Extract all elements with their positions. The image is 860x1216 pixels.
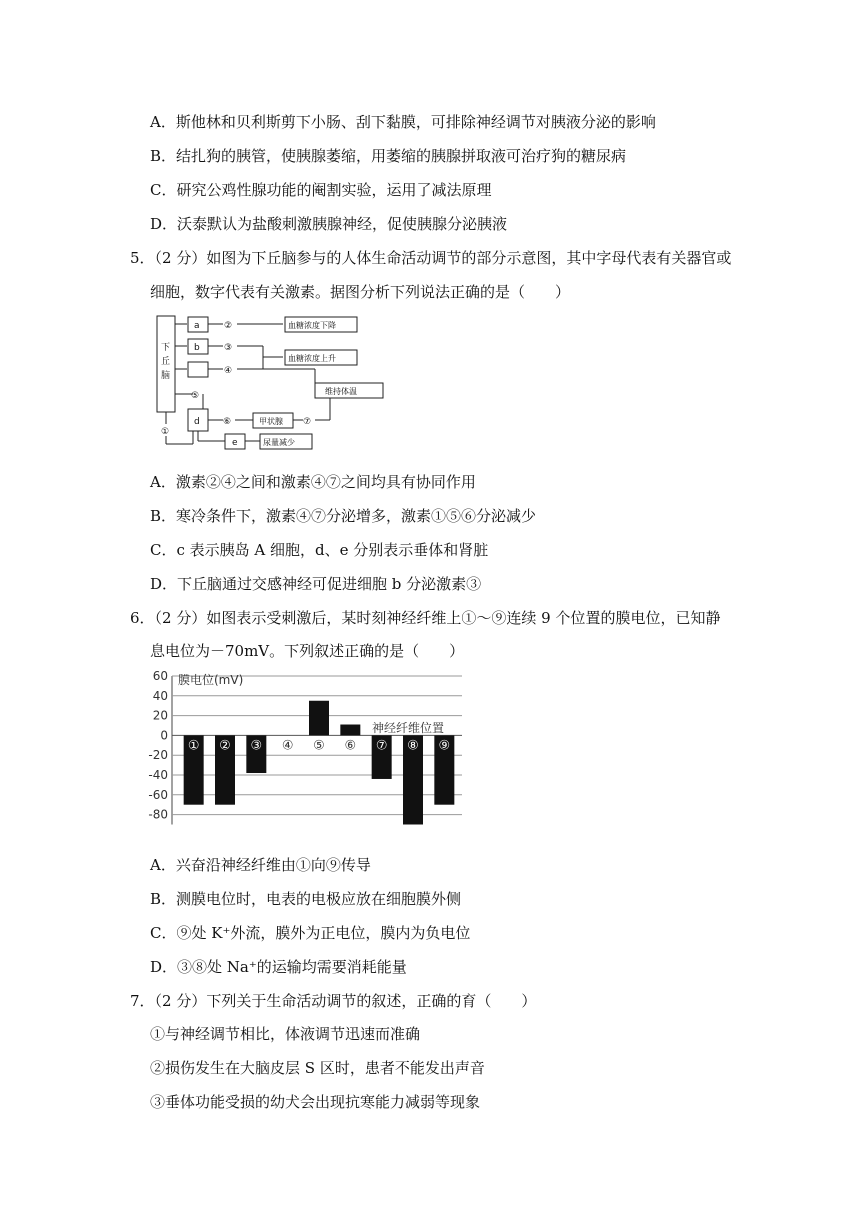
q5-option-c: C．c 表示胰岛 A 细胞，d、e 分别表示垂体和肾脏 [150,541,489,559]
chart-ytick-label: -60 [148,787,168,802]
label-d: d [194,417,200,427]
chart-category-label: ⑥ [344,738,357,754]
chart-ytick-label: -20 [148,748,168,763]
hypothalamus-regulation-diagram [155,314,385,459]
hypothalamus-label-1: 下 [161,343,171,353]
q7-stem: 7．（2 分）下列关于生命活动调节的叙述，正确的育（ ） [130,992,537,1010]
chart-xlabel: 神经纤维位置 [372,721,445,735]
q4-option-a: A．斯他林和贝利斯剪下小肠、刮下黏膜，可排除神经调节对胰液分泌的影响 [150,113,656,131]
label-temp: 维持体温 [325,387,357,396]
chart-category-label: ① [187,738,200,754]
q6-option-d: D．③⑧处 Na⁺的运输均需要消耗能量 [150,958,407,976]
chart-bar [340,725,360,736]
q5-option-d: D．下丘脑通过交感神经可促进细胞 b 分泌激素③ [150,575,482,593]
label-n1: ① [161,427,170,437]
label-thyroid: 甲状腺 [259,417,283,426]
chart-ylabel: 膜电位(mV) [178,673,244,687]
q4-option-b: B．结扎狗的胰管，使胰腺萎缩，用萎缩的胰腺拼取液可治疗狗的糖尿病 [150,147,627,165]
label-n3: ③ [224,343,233,353]
chart-bar [309,701,329,736]
label-n2: ② [224,321,233,331]
q6-option-b: B．测膜电位时，电表的电极应放在细胞膜外侧 [150,890,462,908]
q7-item-2: ②损伤发生在大脑皮层 S 区时，患者不能发出声音 [150,1059,485,1077]
q6-option-a: A．兴奋沿神经纤维由①向⑨传导 [150,856,371,874]
hypothalamus-label-3: 脑 [161,371,171,381]
label-n7: ⑦ [303,417,312,427]
label-blood-down: 血糖浓度下降 [288,321,336,330]
chart-category-label: ⑦ [375,738,388,754]
label-n5: ⑤ [191,391,200,401]
q6-stem-line1: 6．（2 分）如图表示受刺激后，某时刻神经纤维上①～⑨连续 9 个位置的膜电位，已知静 [130,609,721,627]
chart-ytick-label: -40 [148,768,168,782]
q5-stem-line1: 5．（2 分）如图为下丘脑参与的人体生命活动调节的部分示意图，其中字母代表有关器官或 [130,249,732,267]
q5-option-b: B．寒冷条件下，激素④⑦分泌增多，激素①⑤⑥分泌减少 [150,507,537,525]
chart-category-label: ③ [250,738,263,754]
chart-ytick-label: 20 [152,708,168,723]
chart-category-label: ⑤ [313,738,325,754]
label-n4: ④ [224,366,233,376]
label-a: a [194,321,200,331]
q5-stem-line2: 细胞，数字代表有关激素。据图分析下列说法正确的是（ ） [150,283,571,301]
q4-option-c: C．研究公鸡性腺功能的阉割实验，运用了减法原理 [150,181,492,199]
chart-ytick-label: 0 [160,728,168,743]
label-e: e [232,438,238,448]
chart-ytick-label: 40 [152,688,168,703]
q4-option-d: D．沃泰默认为盐酸刺激胰腺神经，促使胰腺分泌胰液 [150,215,508,233]
q6-option-c: C．⑨处 K⁺外流，膜外为正电位，膜内为负电位 [150,924,471,942]
q7-item-1: ①与神经调节相比，体液调节迅速而准确 [150,1025,421,1043]
q5-option-a: A．激素②④之间和激素④⑦之间均具有协同作用 [150,473,476,491]
label-n6: ⑥ [223,417,232,427]
chart-category-label: ⑧ [407,738,419,754]
label-b: b [194,343,200,353]
box-c [188,362,208,377]
label-blood-up: 血糖浓度上升 [288,354,336,363]
chart-category-label: ④ [281,738,294,754]
q6-stem-line2: 息电位为－70mV。下列叙述正确的是（ ） [150,642,465,660]
chart-ytick-label: -80 [148,807,168,822]
chart-category-label: ② [219,738,231,754]
membrane-potential-chart [140,668,470,843]
chart-ytick-label: 60 [152,669,168,683]
q7-item-3: ③垂体功能受损的幼犬会出现抗寒能力减弱等现象 [150,1093,481,1111]
chart-category-label: ⑨ [438,738,451,754]
label-urine: 尿量减少 [263,438,295,447]
hypothalamus-label-2: 丘 [161,357,171,367]
